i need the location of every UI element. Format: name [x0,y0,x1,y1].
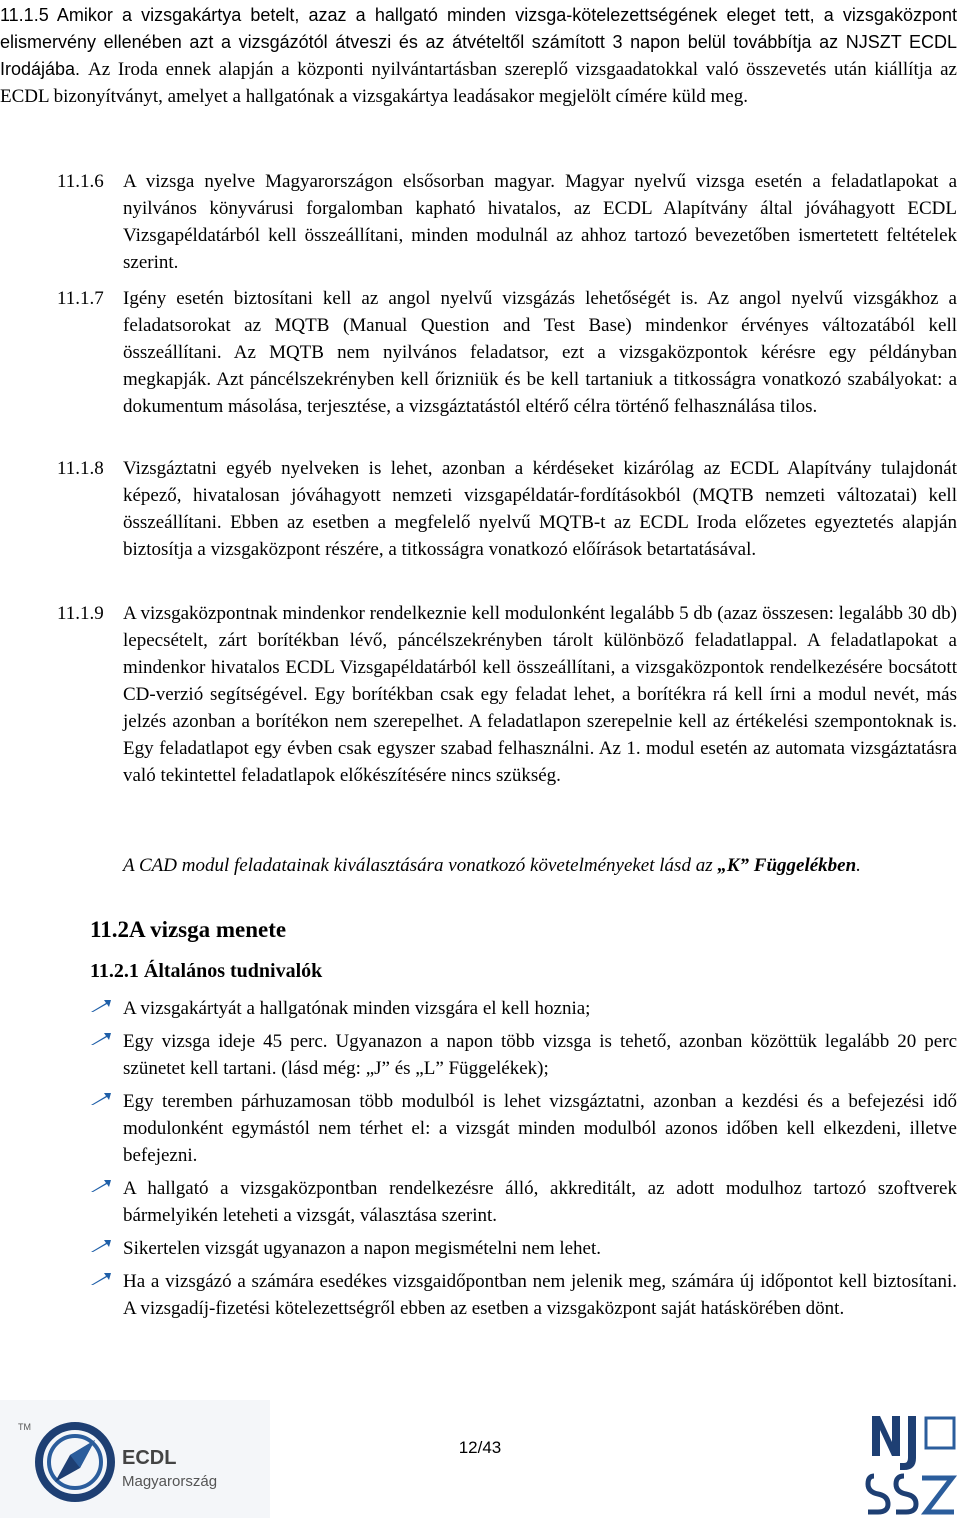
item-text-b: Az Iroda ennek alapján a központi nyilvántartásban szereplő vizsgaadatokkal való összevetés után kiállítja az ECDL bizonyítványt, amelyet a hallgatónak a vizsgakártya leadásakor megjelölt címére küld meg. [0,59,957,107]
list-item-text: A hallgató a vizsgaközpontban rendelkezésre álló, akkreditált, az adott modulhoz tartozó szoftverek bármelyikén leteheti a vizsgát, választása szerint. [123,1178,957,1226]
bullet-list [90,995,957,1328]
item-number: 11.1.7 [57,288,104,309]
item-text-a: Amikor a vizsgakártya betelt, azaz a hallgató minden vizsga-kötelezettségének eleget tett, a vizsgaközpont elismervény ellenében azt a vizsgázótól átveszi és az átvételtől számított 3 napon belül továbbítja az NJSZT ECDL Irodájába. [0,5,957,79]
list-item [90,1268,957,1322]
cad-note [123,852,957,879]
item-text: Vizsgáztatni egyéb nyelveken is lehet, azonban a kérdéseket kizárólag az ECDL Alapítvány tulajdonát képező, hivatalosan jóváhagyott nemzeti vizsgapéldatár-fordításokból (MQTB nemzeti változatai) kell összeállítani. Ebben az esetben a megfelelő nyelvű MQTB-t az ECDL Iroda előzetes egyeztetés alapján biztosítja a vizsgaközpont részére, a titkosságra vonatkozó előírások betartatásával. [123,458,957,560]
list-item-text: Egy teremben párhuzamosan több modulból is lehet vizsgáztatni, azonban a kezdési és a befejezési idő modulonként egymástól nem térhet el: a vizsgát minden modulból azonos időben kell elkezdeni, illetve befejezni. [123,1091,957,1166]
njszt-logo [860,1408,960,1518]
item-number: 11.1.6 [57,171,104,192]
arrow-bullet-icon [90,1239,112,1253]
arrow-bullet-icon [90,1032,112,1046]
item-text: Igény esetén biztosítani kell az angol nyelvű vizsgázás lehetőségét is. Az angol nyelvű vizsgákhoz a feladatsorokat az MQTB (Manual Question and Test Base) mindenkor érvényes változatából kell összeállítani. Az MQTB nem nyilvános feladatsor, ezt a vizsgaközpontok kérésre egy példányban megkapják. Azt páncélszekrényben kell őrizniük és be kell tartaniuk a titkosságra vonatkozó szabályokat: a dokumentum másolása, terjesztése, a vizsgáztatástól eltérő célra történő felhasználása tilos. [123,288,957,417]
item-number: 11.1.9 [57,603,104,624]
list-item [90,995,957,1022]
arrow-bullet-icon [90,1092,112,1106]
arrow-bullet-icon [90,1272,112,1286]
arrow-bullet-icon [90,1179,112,1193]
logo-tm: TM [18,1422,31,1432]
list-item-text: Ha a vizsgázó a számára esedékes vizsgaidőpontban nem jelenik meg, számára új időpontot kell biztosítani. A vizsgadíj-fizetési kötelezettségről ebben az esetben a vizsgaközpont saját hatáskörében dönt. [123,1271,957,1319]
item-11-1-8 [57,455,957,563]
item-11-1-7 [57,285,957,420]
item-11-1-6 [57,168,957,276]
list-item-text: Egy vizsga ideje 45 perc. Ugyanazon a napon több vizsga is tehető, azonban közöttük legalább 20 perc szünetet kell tartani. (lásd még: „J” és „L” Függelékek); [123,1031,957,1079]
item-11-1-9 [57,600,957,789]
item-number: 11.1.5 [0,5,49,25]
list-item [90,1175,957,1229]
page-number: 12/43 [458,1438,502,1457]
list-item-text: A vizsgakártyát a hallgatónak minden vizsgára el kell hoznia; [123,998,591,1019]
note-bold: „K” Függelékben [717,855,857,876]
list-item [90,1235,957,1262]
logo-text-ecdl: ECDL [122,1447,177,1469]
subsection-heading: 11.2.1 Általános tudnivalók [90,960,323,982]
section-heading: 11.2A vizsga menete [90,917,287,942]
item-11-1-5 [0,2,957,110]
list-item-text: Sikertelen vizsgát ugyanazon a napon megismételni nem lehet. [123,1238,602,1259]
item-text-b: Magyar nyelvű vizsga esetén a feladatlapokat a nyilvános könyvárusi forgalomban kapható hivatalos, az ECDL Alapítvány által jóváhagyott ECDL Vizsgapéldatárból kell összeállítani, minden modulnál az ahhoz tartozó bevezetőben ismertetett feltételek szerint. [123,171,957,273]
note-text: A CAD modul feladatainak kiválasztására vonatkozó követelményeket lásd az [123,855,718,876]
item-text: A vizsgaközpontnak mindenkor rendelkeznie kell modulonként legalább 5 db (azaz összesen: legalább 30 db) lepecsételt, zárt borítékban lévő, páncélszekrényben tárolt különböző feladatlappal. A feladatlapokat a mindenkor hivatalos ECDL Vizsgapéldatárból kell összeállítani, a vizsgaközpontok rendelkezésére bocsátott CD-verzió segítségével. Egy borítékban csak egy feladat lehet, a borítékra rá kell írni a modul nevét, más jelzés azonban a borítékon nem szerepelhet. A feladatlapon szerepelnie kell az értékelési szempontoknak is. Egy feladatlapot egy évben csak egyszer szabad felhasználni. Az 1. modul esetén az automata vizsgáztatásra való tekintettel feladatlapok előkészítésére nincs szükség. [123,603,957,786]
ecdl-logo [0,1400,270,1518]
logo-text-country: Magyarország [122,1473,218,1490]
arrow-bullet-icon [90,999,112,1013]
list-item [90,1028,957,1082]
note-end: . [856,855,861,876]
item-text-a: A vizsga nyelve Magyarországon elsősorban magyar. [123,171,555,192]
list-item [90,1088,957,1169]
item-number: 11.1.8 [57,458,104,479]
